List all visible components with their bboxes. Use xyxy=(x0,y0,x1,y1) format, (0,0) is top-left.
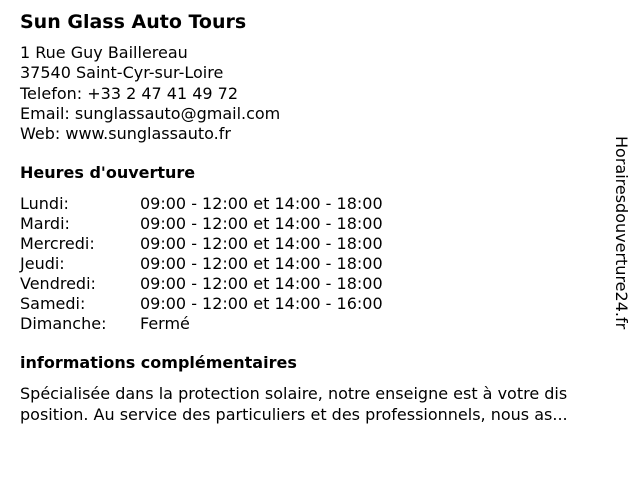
info-heading: informations complémentaires xyxy=(20,353,297,372)
day-label: Lundi: xyxy=(20,194,69,213)
hours-row-tuesday xyxy=(20,214,383,234)
day-label: Dimanche: xyxy=(20,314,107,333)
website: Web: www.sunglassauto.fr xyxy=(20,124,231,144)
info-description xyxy=(20,383,620,425)
info-line-2: position. Au service des particuliers et des professionnels, nous as... xyxy=(20,405,568,424)
day-hours: Fermé xyxy=(140,314,190,333)
email-address: Email: sunglassauto@gmail.com xyxy=(20,103,281,123)
phone-number: Telefon: +33 2 47 41 49 72 xyxy=(20,83,239,103)
hours-row-sunday xyxy=(20,314,383,334)
day-hours: 09:00 - 12:00 et 14:00 - 18:00 xyxy=(140,234,383,253)
day-label: Vendredi: xyxy=(20,274,96,293)
hours-row-friday xyxy=(20,274,383,294)
day-hours: 09:00 - 12:00 et 14:00 - 18:00 xyxy=(140,214,383,233)
day-label: Jeudi: xyxy=(20,254,65,273)
watermark-text: Horairesdouverture24.fr xyxy=(612,136,631,330)
info-line-1: Spécialisée dans la protection solaire, notre enseigne est à votre dis xyxy=(20,384,568,403)
address-line-1: 1 Rue Guy Baillereau xyxy=(20,43,188,62)
hours-row-thursday xyxy=(20,254,383,274)
day-label: Mercredi: xyxy=(20,234,95,253)
hours-row-wednesday xyxy=(20,234,383,254)
day-hours: 09:00 - 12:00 et 14:00 - 16:00 xyxy=(140,294,383,313)
day-label: Mardi: xyxy=(20,214,70,233)
day-hours: 09:00 - 12:00 et 14:00 - 18:00 xyxy=(140,254,383,273)
hours-heading: Heures d'ouverture xyxy=(20,163,196,182)
address-line-2: 37540 Saint-Cyr-sur-Loire xyxy=(20,63,224,83)
hours-row-saturday xyxy=(20,294,383,314)
contact-block xyxy=(20,43,280,144)
day-hours: 09:00 - 12:00 et 14:00 - 18:00 xyxy=(140,194,383,213)
business-name: Sun Glass Auto Tours xyxy=(20,11,247,33)
hours-table xyxy=(20,194,383,334)
hours-row-monday xyxy=(20,194,383,214)
day-hours: 09:00 - 12:00 et 14:00 - 18:00 xyxy=(140,274,383,293)
day-label: Samedi: xyxy=(20,294,86,313)
